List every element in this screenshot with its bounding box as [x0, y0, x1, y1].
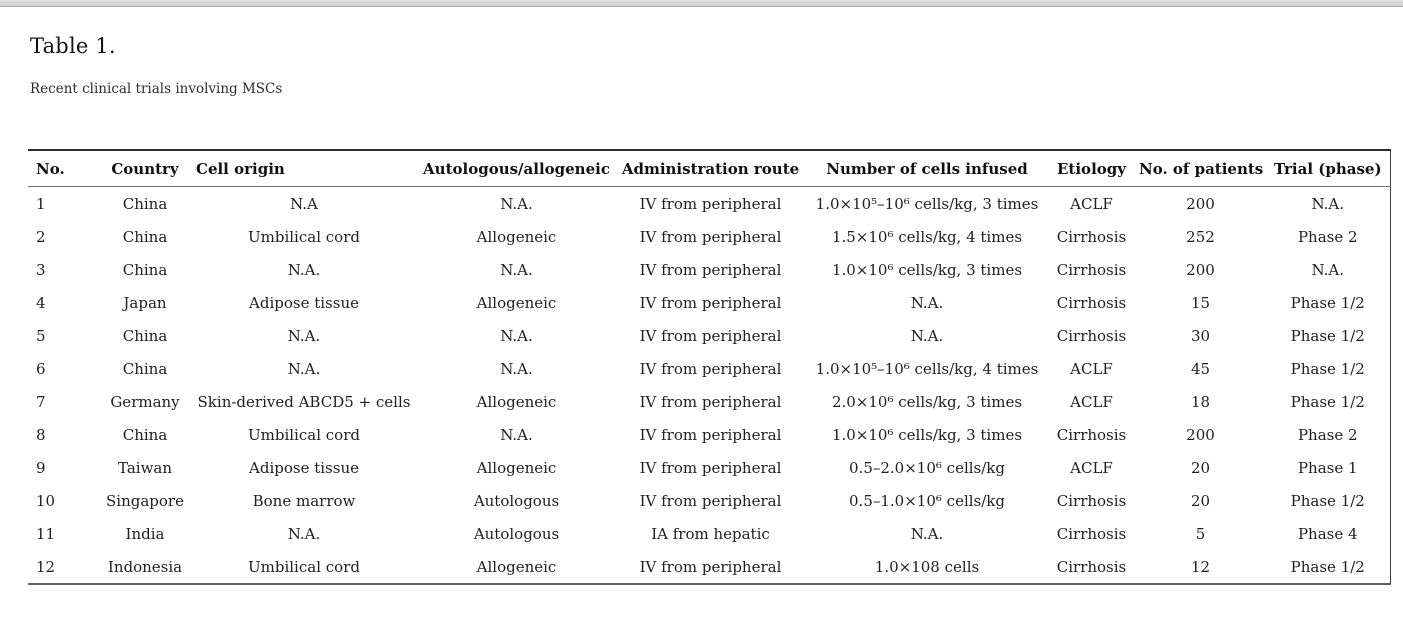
table-cell: N.A.	[287, 524, 321, 543]
table-cell: 2.0×10⁶ cells/kg, 3 times	[831, 392, 1023, 411]
table-cell: Cirrhosis	[1056, 491, 1127, 510]
table-cell: IV from peripheral	[639, 392, 782, 411]
table-cell: N.A.	[287, 359, 321, 378]
table-cell: IV from peripheral	[639, 227, 782, 246]
table-cell: China	[122, 326, 168, 345]
table-cell: Allogeneic	[476, 557, 557, 576]
table-cell: Cirrhosis	[1056, 524, 1127, 543]
table-cell: 252	[1186, 227, 1215, 246]
table-cell: IV from peripheral	[639, 458, 782, 477]
table-cell: Cirrhosis	[1056, 227, 1127, 246]
table-cell: N.A.	[910, 524, 944, 543]
table-cell: IV from peripheral	[639, 260, 782, 279]
table-cell: 1	[36, 194, 46, 213]
clinical-trials-table	[28, 149, 1391, 585]
table-cell: 1.0×10⁶ cells/kg, 3 times	[831, 425, 1023, 444]
table-cell: IV from peripheral	[639, 293, 782, 312]
table-cell: N.A.	[500, 326, 533, 345]
table-cell: 7	[36, 392, 46, 411]
table-cell: 5	[36, 326, 46, 345]
table-row	[28, 418, 1390, 451]
table-cell: 18	[1190, 392, 1211, 411]
table-cell: 11	[36, 524, 56, 543]
table-row	[28, 517, 1390, 550]
table-cell: Allogeneic	[476, 458, 557, 477]
table-cell: 1.5×10⁶ cells/kg, 4 times	[831, 227, 1023, 246]
table-cell: ACLF	[1070, 194, 1113, 213]
table-cell: Japan	[123, 293, 167, 312]
table-cell: Autologous	[473, 524, 560, 543]
column-header: Cell origin	[190, 150, 418, 187]
table-caption: Recent clinical trials involving MSCs	[30, 81, 283, 97]
table-cell: IA from hepatic	[651, 524, 770, 543]
column-header: Administration route	[615, 150, 806, 187]
table-cell: 200	[1186, 425, 1215, 444]
table-cell: Phase 1/2	[1290, 326, 1365, 345]
table-title: Table 1.	[30, 34, 116, 58]
table-cell: IV from peripheral	[639, 359, 782, 378]
table-cell: 20	[1190, 491, 1211, 510]
table-cell: Phase 1/2	[1290, 557, 1365, 576]
column-header: No.	[28, 150, 100, 187]
table-cell: Germany	[110, 392, 180, 411]
table-cell: 200	[1186, 260, 1215, 279]
table-cell: 0.5–2.0×10⁶ cells/kg	[849, 458, 1005, 477]
table-cell: Cirrhosis	[1056, 425, 1127, 444]
table-cell: Umbilical cord	[248, 227, 360, 246]
table-cell: 12	[36, 557, 56, 576]
table-row	[28, 253, 1390, 286]
table-cell: Cirrhosis	[1056, 293, 1127, 312]
table-cell: Adipose tissue	[249, 293, 359, 312]
table-cell: 1.0×108 cells	[874, 557, 980, 576]
table-cell: 5	[1195, 524, 1206, 543]
table-cell: China	[122, 194, 168, 213]
table-cell: Taiwan	[117, 458, 173, 477]
table-cell: 8	[36, 425, 46, 444]
table-cell: Phase 4	[1297, 524, 1358, 543]
table-row	[28, 550, 1390, 584]
table-cell: Allogeneic	[476, 293, 557, 312]
table-cell: N.A.	[500, 260, 533, 279]
table-cell: Cirrhosis	[1056, 260, 1127, 279]
table-cell: Umbilical cord	[248, 425, 360, 444]
table-cell: 1.0×10⁵–10⁶ cells/kg, 4 times	[815, 359, 1039, 378]
table-cell: ACLF	[1070, 458, 1113, 477]
table-cell: 3	[36, 260, 46, 279]
table-cell: 4	[36, 293, 46, 312]
table-cell: 6	[36, 359, 46, 378]
table-cell: N.A.	[910, 293, 944, 312]
column-header: Etiology	[1048, 150, 1135, 187]
table-cell: Indonesia	[107, 557, 183, 576]
table-cell: 200	[1186, 194, 1215, 213]
table-row	[28, 451, 1390, 484]
table-cell: N.A.	[1311, 194, 1345, 213]
table-row	[28, 385, 1390, 418]
table-cell: 9	[36, 458, 46, 477]
top-scroll-strip	[0, 0, 1403, 7]
table-cell: Phase 2	[1297, 227, 1358, 246]
table-cell: IV from peripheral	[639, 425, 782, 444]
table-cell: Phase 1/2	[1290, 359, 1365, 378]
table-cell: Phase 1	[1297, 458, 1358, 477]
table-cell: 1.0×10⁶ cells/kg, 3 times	[831, 260, 1023, 279]
table-cell: 1.0×10⁵–10⁶ cells/kg, 3 times	[815, 194, 1039, 213]
table-cell: Phase 1/2	[1290, 491, 1365, 510]
table-cell: N.A	[290, 194, 318, 213]
table-cell: Singapore	[106, 491, 184, 510]
table-cell: IV from peripheral	[639, 491, 782, 510]
table-cell: Allogeneic	[476, 227, 557, 246]
table-cell: Phase 1/2	[1290, 392, 1365, 411]
column-header: Autologous/allogeneic	[418, 150, 615, 187]
table-cell: IV from peripheral	[639, 326, 782, 345]
table-cell: 0.5–1.0×10⁶ cells/kg	[849, 491, 1005, 510]
column-header: Country	[100, 150, 190, 187]
table-cell: Phase 2	[1297, 425, 1358, 444]
table-row	[28, 187, 1390, 221]
article-table-section	[0, 34, 1403, 585]
column-header: Trial (phase)	[1266, 150, 1390, 187]
table-cell: Bone marrow	[252, 491, 356, 510]
table-cell: N.A.	[287, 326, 321, 345]
table-cell: 20	[1190, 458, 1211, 477]
table-row	[28, 352, 1390, 385]
table-row	[28, 220, 1390, 253]
table-cell: 2	[36, 227, 46, 246]
table-cell: N.A.	[287, 260, 321, 279]
table-cell: China	[122, 425, 168, 444]
table-cell: Cirrhosis	[1056, 326, 1127, 345]
table-cell: ACLF	[1070, 392, 1113, 411]
table-cell: China	[122, 260, 168, 279]
table-cell: ACLF	[1070, 359, 1113, 378]
table-cell: N.A.	[500, 359, 533, 378]
table-cell: 12	[1190, 557, 1211, 576]
column-header: Number of cells infused	[806, 150, 1048, 187]
table-cell: India	[125, 524, 165, 543]
table-cell: Allogeneic	[476, 392, 557, 411]
table-cell: Skin-derived ABCD5 + cells	[197, 392, 411, 411]
column-header: No. of patients	[1135, 150, 1266, 187]
table-cell: IV from peripheral	[639, 194, 782, 213]
table-cell: N.A.	[910, 326, 944, 345]
table-cell: China	[122, 227, 168, 246]
table-cell: N.A.	[1311, 260, 1345, 279]
table-cell: Cirrhosis	[1056, 557, 1127, 576]
table-cell: 10	[36, 491, 56, 510]
table-row	[28, 319, 1390, 352]
table-cell: N.A.	[500, 194, 533, 213]
table-cell: China	[122, 359, 168, 378]
table-cell: Autologous	[473, 491, 560, 510]
table-cell: Umbilical cord	[248, 557, 360, 576]
table-cell: 30	[1190, 326, 1211, 345]
table-cell: N.A.	[500, 425, 533, 444]
table-header-row	[28, 150, 1390, 187]
table-row	[28, 484, 1390, 517]
table-cell: IV from peripheral	[639, 557, 782, 576]
table-cell: 15	[1190, 293, 1211, 312]
table-cell: Adipose tissue	[249, 458, 359, 477]
table-cell: 45	[1190, 359, 1211, 378]
table-cell: Phase 1/2	[1290, 293, 1365, 312]
table-row	[28, 286, 1390, 319]
